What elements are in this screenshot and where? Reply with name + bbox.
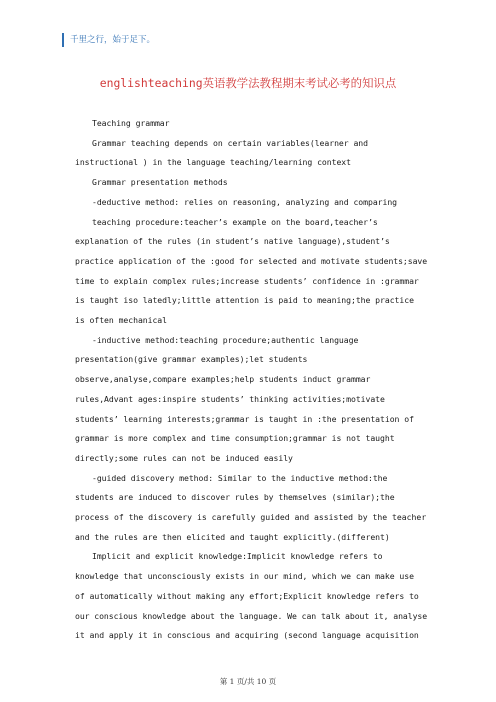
text-line: time to explain complex rules;increase students’ confidence in :grammar: [75, 275, 419, 286]
text-line: our conscious knowledge about the language. We can talk about it, analyse: [75, 610, 428, 621]
document-title: englishteaching英语教学法教程期末考试必考的知识点: [99, 76, 397, 90]
text-line: is taught iso latedly;little attention is paid to meaning;the practice: [75, 295, 414, 306]
text-line: process of the discovery is carefully guided and assisted by the teacher: [75, 512, 427, 523]
text-line: explanation of the rules (in student’s native language),student’s: [75, 236, 390, 247]
text-line: of automatically without making any effort;Explicit knowledge refers to: [75, 590, 419, 601]
text-line: students are induced to discover rules by themselves (similar);the: [75, 492, 395, 503]
text-line: Grammar presentation methods: [92, 177, 228, 188]
text-line: presentation(give grammar examples);let students: [75, 354, 308, 365]
text-line: directly;some rules can not be induced easily: [75, 452, 293, 463]
text-line: and the rules are then elicited and taught explicitly.(different): [75, 531, 390, 542]
text-line: Implicit and explicit knowledge:Implicit knowledge refers to: [92, 551, 383, 562]
text-line: observe,analyse,compare examples;help students induct grammar: [75, 374, 371, 385]
text-line: practice application of the :good for selected and motivate students;save: [75, 255, 428, 266]
text-line: -deductive method: relies on reasoning, analyzing and comparing: [92, 196, 398, 207]
text-line: -inductive method:teaching procedure;authentic language: [92, 334, 359, 345]
text-line: students’ learning interests;grammar is taught in :the presentation of: [75, 413, 414, 424]
text-line: teaching procedure:teacher’s example on the board,teacher’s: [92, 216, 378, 227]
text-line: Teaching grammar: [92, 118, 170, 128]
text-line: Grammar teaching depends on certain variables(learner and: [92, 137, 368, 148]
text-line: knowledge that unconsciously exists in our mind, which we can make use: [75, 571, 414, 582]
text-line: instructional ) in the language teaching/learning context: [75, 157, 351, 168]
text-line: -guided discovery method: Similar to the inductive method:the: [92, 472, 388, 483]
header-motto: 千里之行，始于足下。: [62, 33, 155, 47]
page-footer: 第 1 页/共 10 页: [219, 677, 277, 686]
text-line: rules,Advant ages:inspire students’ thinking activities;motivate: [75, 393, 385, 404]
document-body: [75, 114, 428, 646]
text-line: it and apply it in conscious and acquiring (second language acquisition: [75, 630, 419, 641]
text-line: is often mechanical: [75, 315, 167, 326]
text-line: grammar is more complex and time consumption;grammar is not taught: [75, 433, 395, 444]
